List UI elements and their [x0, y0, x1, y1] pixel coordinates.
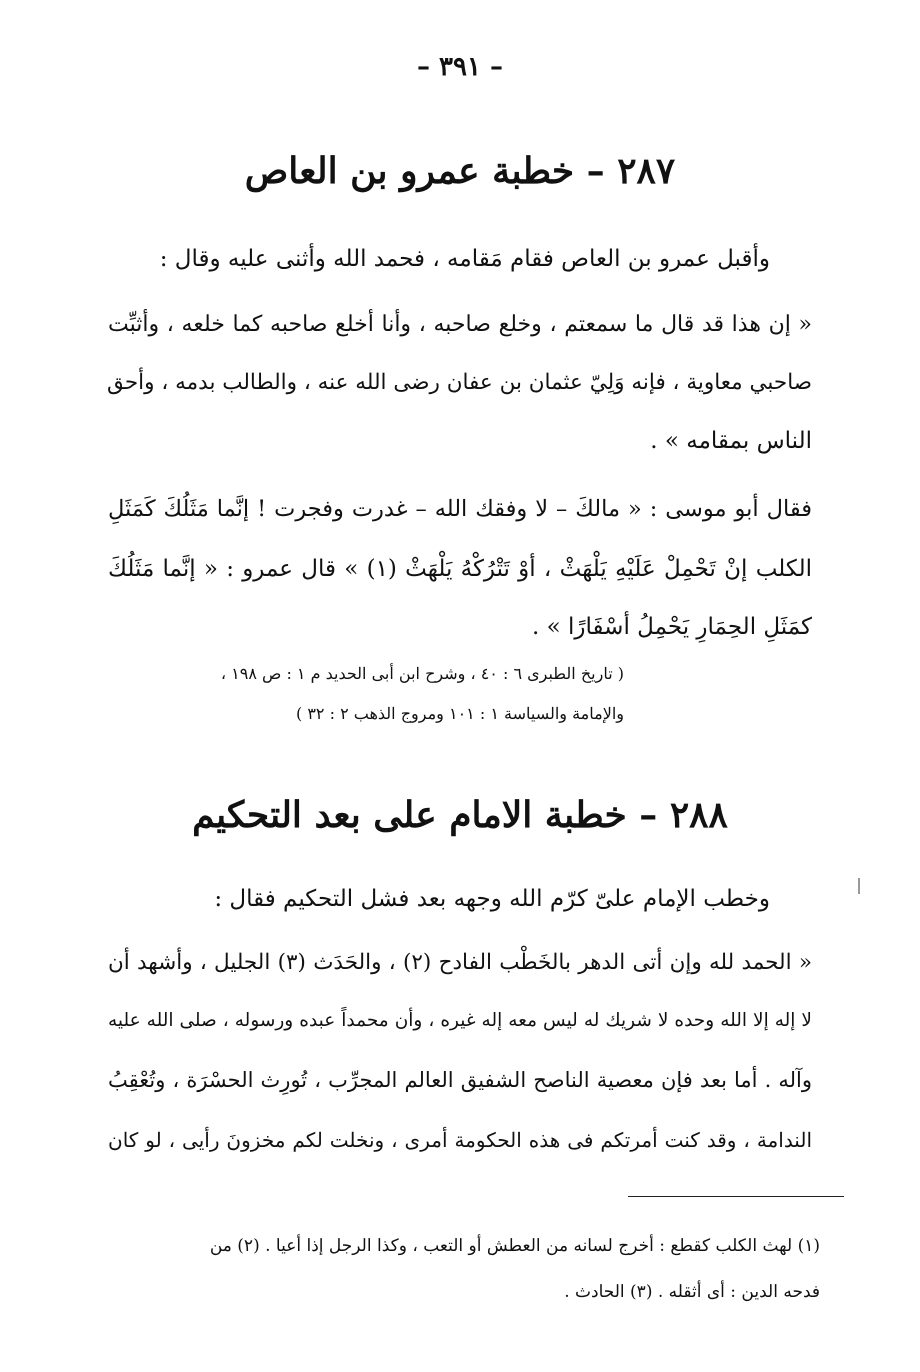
section1-line: الكلب إنْ تَحْمِلْ عَلَيْهِ يَلْهَثْ ، أوْ تَتْرُكْهُ يَلْهَثْ (١) » قال عمرو : « إنَّما مَثَلُكَ: [108, 556, 812, 582]
section1-intro: وأقبل عمرو بن العاص فقام مَقامه ، فحمد الله وأثنى عليه وقال :: [159, 246, 770, 272]
section-title-288: ٢٨٨ – خطبة الامام على بعد التحكيم: [192, 794, 728, 836]
section1-reference: والإمامة والسياسة ١ : ١٠١ ومروج الذهب ٢ : ٣٢ ): [296, 704, 624, 723]
margin-mark: [858, 878, 860, 894]
section1-line: فقال أبو موسى : « مالكَ – لا وفقك الله – غدرت وفجرت ! إنَّما مَثَلُكَ كَمَثَلِ: [108, 496, 812, 522]
footnote-divider: [628, 1196, 844, 1197]
section2-line: لا إله إلا الله وحده لا شريك له ليس معه إله غيره ، وأن محمداً عبده ورسوله ، صلى الله عليه: [108, 1010, 812, 1031]
footnote: (١) لهث الكلب كقطع : أخرج لسانه من العطش أو التعب ، وكذا الرجل إذا أعيا . (٢) من: [209, 1236, 820, 1256]
section1-reference: ( تاريخ الطبرى ٦ : ٤٠ ، وشرح ابن أبى الحديد م ١ : ص ١٩٨ ،: [220, 664, 624, 683]
section2-line: الندامة ، وقد كنت أمرتكم فى هذه الحكومة أمرى ، ونخلت لكم مخزونَ رأيى ، لو كان: [108, 1128, 812, 1152]
page-number: – ٣٩١ –: [416, 52, 504, 82]
section1-line: كمَثَلِ الحِمَارِ يَحْمِلُ أسْفَارًا » .: [532, 614, 812, 640]
section-title-287: ٢٨٧ – خطبة عمرو بن العاص: [244, 150, 676, 192]
section1-line: الناس بمقامه » .: [650, 428, 812, 454]
section2-intro: وخطب الإمام علىّ كرّم الله وجهه بعد فشل التحكيم فقال :: [214, 886, 770, 912]
footnote: فدحه الدين : أى أثقله . (٣) الحادث .: [564, 1282, 820, 1302]
section2-line: وآله . أما بعد فإن معصية الناصح الشفيق العالم المجرِّب ، تُورِث الحسْرَة ، وتُعْقِبُ: [108, 1068, 812, 1092]
section1-line: « إن هذا قد قال ما سمعتم ، وخلع صاحبه ، وأنا أخلع صاحبه كما خلعه ، وأثبِّت: [108, 312, 812, 337]
section2-line: « الحمد لله وإن أتى الدهر بالخَطْب الفادح (٢) ، والحَدَث (٣) الجليل ، وأشهد أن: [108, 950, 812, 975]
section1-line: صاحبي معاوية ، فإنه وَلِيّ عثمان بن عفان رضى الله عنه ، والطالب بدمه ، وأحق: [106, 370, 812, 395]
